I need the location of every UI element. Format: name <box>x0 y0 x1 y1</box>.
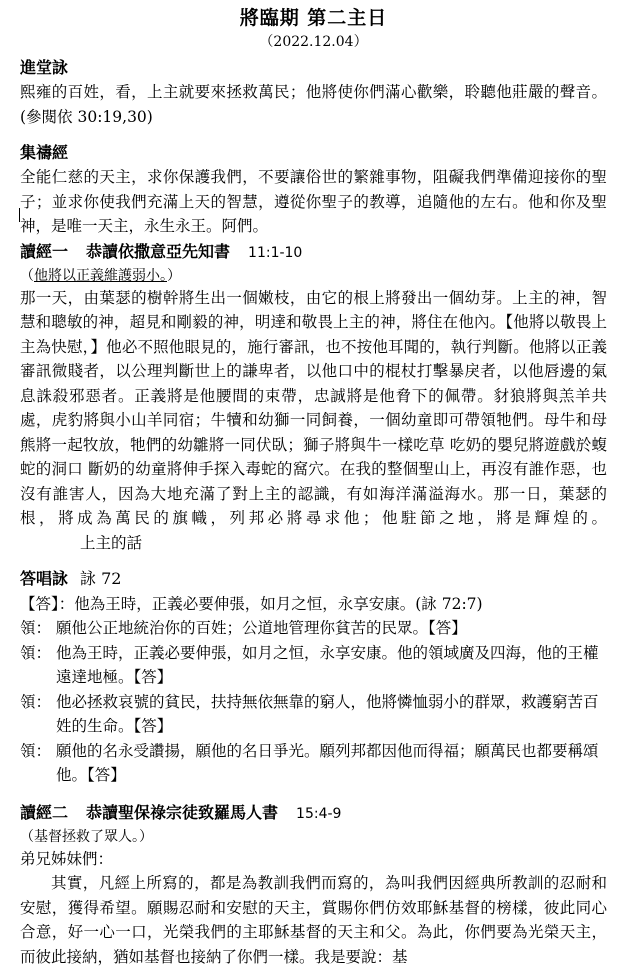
reading1-heading <box>20 239 607 266</box>
spacer <box>20 555 607 567</box>
reading1-subtitle-text: 他將以正義維護弱小。 <box>34 267 167 284</box>
reading2-greeting: 弟兄姊妹們： <box>20 849 114 868</box>
reading2-heading <box>20 800 607 827</box>
collect-heading: 集禱經 <box>20 143 69 162</box>
reading2-ref: 15:4-9 <box>296 805 342 822</box>
reading1-body: 那一天，由葉瑟的樹幹將生出一個嫩枝，由它的根上將發出一個幼芽。上主的神，智慧和聰敏的神，超見和剛毅的神，明達和敬畏上主的神，將住在他內。【他將以敬畏上主為快慰，】他必不照他眼見的，施行審訊，也不按他耳聞的，執行判斷。他將以正義審訊微賤者，以公理判斷世上的謙卑者，以他口中的棍杖打擊暴戾者，以他唇邊的氣息誅殺邪惡者。正義將是他腰間的束帶，忠誠將是他脅下的佩帶。豺狼將與羔羊共處，虎豹將與小山羊同宿；牛犢和幼獅一同飼養，一個幼童即可帶領牠們。母牛和母熊將一起牧放，牠們的幼雛將一同伏臥；獅子將與牛一樣吃草 吃奶的嬰兒將遊戲於蝮蛇的洞口 斷奶的幼童將伸手探入毒蛇的窩穴。在我的整個聖山上，再沒有誰作惡，也沒有誰害人，因為大地充滿了對上主的認識，有如海洋滿溢海水。那一日，葉瑟的根，將成為萬民的旗幟，列邦必將尋求他；他駐節之地，將是輝煌的。 <box>20 288 607 527</box>
psalm-verse <box>20 616 607 641</box>
psalm-verse-text: 願他公正地統治你的百姓；公道地管理你貧苦的民眾。【答】 <box>56 619 467 637</box>
psalm-verse-text: 他為王時，正義必要伸張，如月之恒，永享安康。他的領域廣及四海，他的王權遠達地極。【答】 <box>56 643 599 686</box>
reading2-title: 恭讀聖保祿宗徒致羅馬人書 <box>86 802 279 822</box>
text-cursor <box>19 208 20 222</box>
page-title: 將臨期 第二主日 <box>239 7 388 29</box>
psalm-verse <box>20 641 607 690</box>
psalm-verse-text: 願他的名永受讚揚，願他的名日爭光。願列邦都因他而得福；願萬民也都要稱頌他。【答】 <box>56 741 599 784</box>
reading1-ref: 11:1-10 <box>248 244 303 261</box>
psalm-ref: 詠 72 <box>80 569 122 588</box>
psalm-verse-text: 他必拯救哀號的貧民，扶持無依無靠的窮人，他將憐恤弱小的群眾，救護窮苦百姓的生命。【答】 <box>56 692 599 735</box>
collect-text: 全能仁慈的天主，求你保護我們，不要讓俗世的繁雜事物，阻礙我們準備迎接你的聖子；並求你使我們充滿上天的智慧，遵從你聖子的教導，追隨他的左右。他和你及聖神，是唯一天主，永生永王。阿們。 <box>20 168 607 235</box>
psalm-verse-lead: 領： <box>20 619 52 637</box>
reading1-title: 恭讀依撒意亞先知書 <box>86 241 231 261</box>
psalm-heading <box>20 567 607 592</box>
reading1-text <box>20 286 607 556</box>
reading1-subtitle: （他將以正義維護弱小。） <box>20 267 181 284</box>
psalm-verse-lead: 領： <box>20 692 52 711</box>
psalm-verse <box>20 690 607 739</box>
psalm-verse <box>20 739 607 788</box>
reading2-label: 讀經二 <box>20 802 69 822</box>
reading1-credit: 上主的話 <box>80 533 143 552</box>
reading2-text: 其實，凡經上所寫的，都是為教訓我們而寫的，為叫我們因經典所教訓的忍耐和安慰，獲得希望。願賜忍耐和安慰的天主，賞賜你們仿效耶穌基督的榜樣，彼此同心合意，好一心一口，光榮我們的主耶穌基督的天主和父。為此，你們要為光榮天主，而彼此接納，猶如基督也接納了你們一樣。我是要說：基 <box>20 874 607 966</box>
psalm-verse-lead: 領： <box>20 643 52 662</box>
spacer <box>20 788 607 800</box>
entrance-heading: 進堂詠 <box>20 58 69 77</box>
psalm-verse-lead: 領： <box>20 741 52 760</box>
psalm-response: 【答】：他為王時，正義必要伸張，如月之恒，永享安康。(詠 72:7) <box>20 594 483 613</box>
psalm-heading-label: 答唱詠 <box>20 569 69 588</box>
reading2-subtitle: （基督拯救了眾人。） <box>20 828 153 845</box>
spacer <box>20 129 607 141</box>
page-date: （2022.12.04） <box>259 34 368 50</box>
reading1-label: 讀經一 <box>20 241 69 261</box>
entrance-text: 熙雍的百姓，看，上主就要來拯救萬民；他將使你們滿心歡樂，聆聽他莊嚴的聲音。(參閱依 30:19,30) <box>20 83 607 126</box>
